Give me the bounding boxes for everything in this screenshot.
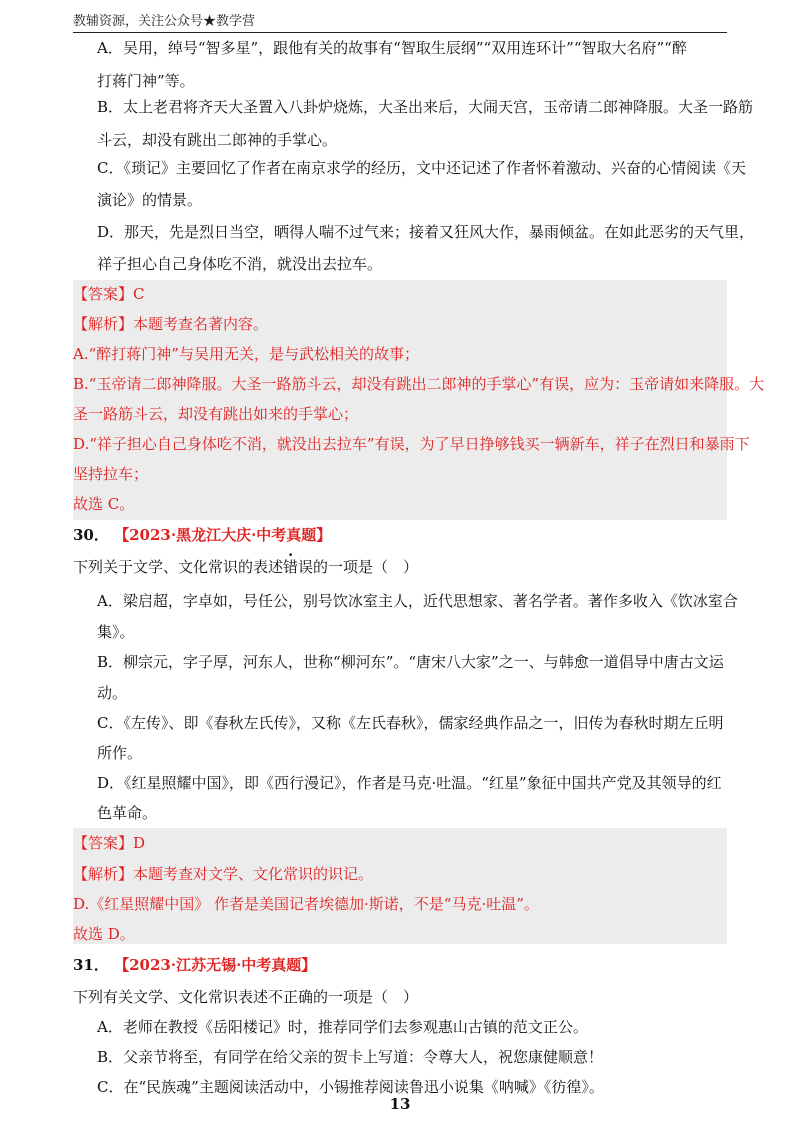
q30-stem	[73, 557, 418, 577]
q31-option-c: C．在“民族魂”主题阅读活动中，小锡推荐阅读鲁迅小说集《呐喊》《彷徨》。	[97, 1078, 604, 1096]
header-rule	[73, 32, 727, 33]
answer-block-q30	[73, 828, 727, 944]
answer-value: D	[133, 834, 146, 852]
analysis-label: 【解析】	[73, 865, 134, 883]
q30-number: 30．	[73, 526, 109, 544]
q29-option-c-line1: C．《琐记》主要回忆了作者在南京求学的经历，文中还记述了作者怀着激动、兴奋的心情阅读《天	[97, 159, 746, 177]
q29-explanation-d-line1: D.“祥子担心自己身体吃不消，就没出去拉车”有误，为了早日挣够钱买一辆新车，祥子在烈日和暴雨下	[73, 435, 750, 453]
q30-heading	[73, 525, 331, 545]
answer-label: 【答案】	[73, 834, 134, 852]
q30-option-a-line1: A．梁启超，字卓如，号任公，别号饮冰室主人，近代思想家、著名学者。著作多收入《饮冰室合	[97, 592, 738, 610]
q30-stem-post: 的一项是（ ）	[313, 558, 419, 576]
q30-stem-emphasis: 错误	[283, 558, 314, 576]
q30-option-b-line1: B．柳宗元，字子厚，河东人，世称“柳河东”。“唐宋八大家”之一、与韩愈一道倡导中唐古文运	[97, 653, 724, 671]
q29-answer	[73, 284, 145, 304]
q30-option-d-line2: 色革命。	[97, 804, 158, 822]
q30-option-c-line2: 所作。	[97, 744, 143, 762]
q29-explanation-b-line1: B.“玉帝请二郎神降服。大圣一路筋斗云，却没有跳出二郎神的手掌心”有误，应为：玉帝请如来降服。大	[73, 375, 765, 393]
q29-explanation-a: A.“醉打蒋门神”与吴用无关，是与武松相关的故事；	[73, 345, 419, 363]
q29-option-b-line1: B．太上老君将齐天大圣置入八卦炉烧炼，大圣出来后，大闹天宫，玉帝请二郎神降服。大圣一路筋	[97, 98, 754, 116]
q30-option-b-line2: 动。	[97, 684, 128, 702]
q29-analysis	[73, 314, 268, 334]
q31-source: 【2023·江苏无锡·中考真题】	[114, 956, 317, 974]
q30-answer	[73, 833, 145, 853]
q29-explanation-b-line2: 圣一路筋斗云，却没有跳出如来的手掌心；	[73, 405, 359, 423]
answer-value: C	[133, 285, 145, 303]
q31-heading	[73, 955, 316, 975]
q31-number: 31．	[73, 956, 109, 974]
q30-option-a-line2: 集》。	[97, 623, 135, 641]
q29-option-d-line1: D．那天，先是烈日当空，晒得人喘不过气来；接着又狂风大作，暴雨倾盆。在如此恶劣的天气里，	[97, 223, 755, 241]
q31-option-a: A．老师在教授《岳阳楼记》时，推荐同学们去参观惠山古镇的范文正公。	[97, 1018, 588, 1036]
page-header: 教辅资源，关注公众号★教学营	[73, 14, 256, 29]
q29-explanation-d-line2: 坚持拉车；	[73, 465, 149, 483]
q30-explanation-d: D.《红星照耀中国》 作者是美国记者埃德加·斯诺，不是“马克·吐温”。	[73, 895, 539, 913]
q30-analysis	[73, 864, 373, 884]
q30-source: 【2023·黑龙江大庆·中考真题】	[114, 526, 332, 544]
q29-option-a-line1: A．吴用，绰号“智多星”，跟他有关的故事有“智取生辰纲”“双用连环计”“智取大名府”“醉	[97, 39, 687, 57]
q31-stem: 下列有关文学、文化常识表述不正确的一项是（ ）	[73, 988, 419, 1006]
q29-option-a-line2: 打蒋门神”等。	[97, 72, 195, 90]
q31-option-b: B．父亲节将至，有同学在给父亲的贺卡上写道：令尊大人，祝您康健顺意！	[97, 1048, 604, 1066]
q29-conclusion: 故选 C。	[73, 495, 135, 513]
q29-option-c-line2: 演论》的情景。	[97, 191, 203, 209]
q30-stem-pre: 下列关于文学、文化常识的表述	[73, 558, 284, 576]
q29-option-b-line2: 斗云，却没有跳出二郎神的手掌心。	[97, 131, 338, 149]
analysis-text: 本题考查对文学、文化常识的识记。	[133, 865, 374, 883]
q30-conclusion: 故选 D。	[73, 925, 135, 943]
q30-option-d-line1: D．《红星照耀中国》，即《西行漫记》，作者是马克·吐温。“红星”象征中国共产党及其领导的红	[97, 774, 722, 792]
answer-label: 【答案】	[73, 285, 134, 303]
page-number: 13	[389, 1095, 411, 1113]
analysis-text: 本题考查名著内容。	[133, 315, 269, 333]
q29-option-d-line2: 祥子担心自己身体吃不消，就没出去拉车。	[97, 255, 383, 273]
q30-option-c-line1: C．《左传》、即《春秋左氏传》，又称《左氏春秋》，儒家经典作品之一，旧传为春秋时期左丘明	[97, 714, 724, 732]
analysis-label: 【解析】	[73, 315, 134, 333]
